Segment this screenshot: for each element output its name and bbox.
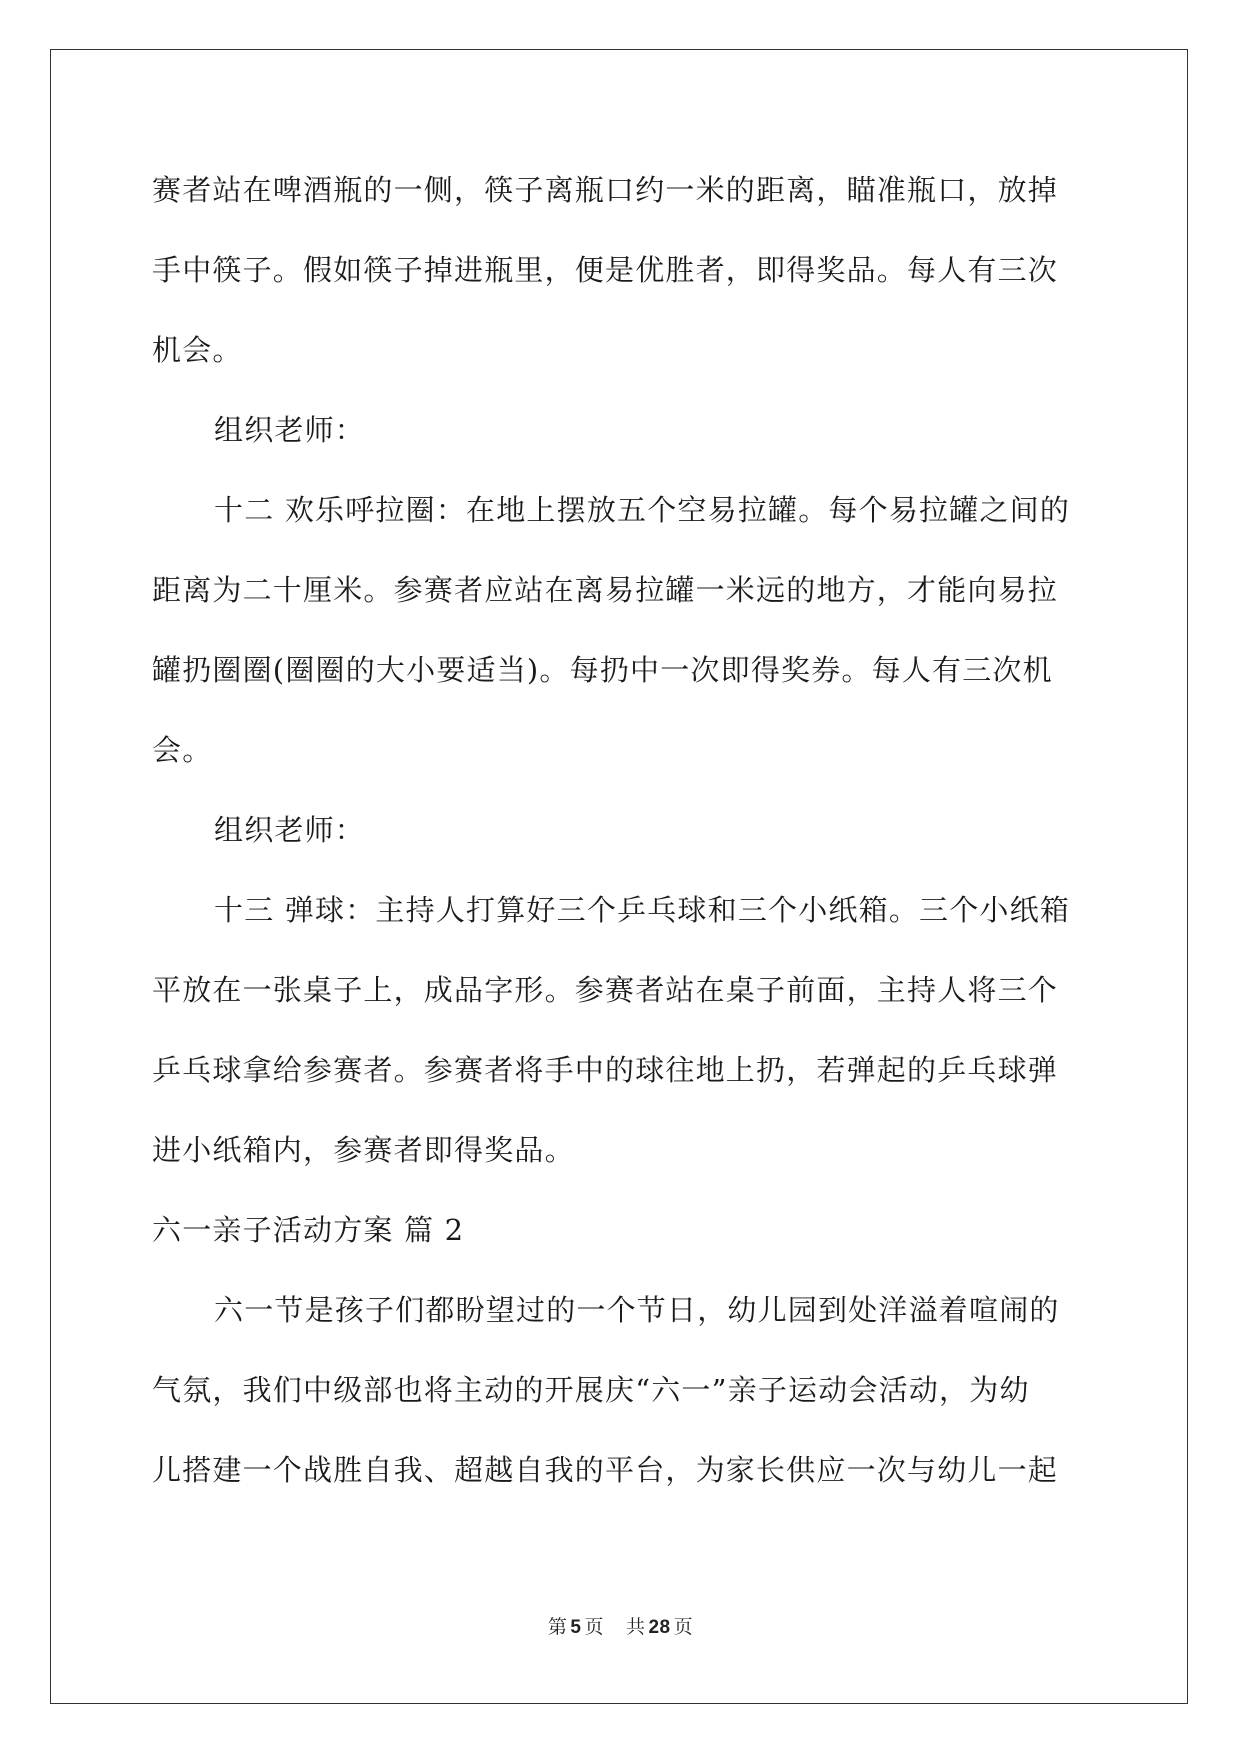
- text-line: 十二 欢乐呼拉圈：在地上摆放五个空易拉罐。每个易拉罐之间的: [214, 493, 1071, 527]
- text-line: 手中筷子。假如筷子掉进瓶里，便是优胜者，即得奖品。每人有三次: [152, 253, 1059, 287]
- text-line: 儿搭建一个战胜自我、超越自我的平台，为家长供应一次与幼儿一起: [152, 1453, 1059, 1487]
- text-line: 距离为二十厘米。参赛者应站在离易拉罐一米远的地方，才能向易拉: [152, 573, 1059, 607]
- text-line: 乒乓球拿给参赛者。参赛者将手中的球往地上扔，若弹起的乒乓球弹: [152, 1053, 1059, 1087]
- page-suffix: 页: [584, 1616, 604, 1638]
- page-number: 5: [570, 1617, 582, 1638]
- text-line: 进小纸箱内，参赛者即得奖品。: [152, 1133, 575, 1167]
- text-line: 机会。: [152, 333, 243, 367]
- text-line: 组织老师：: [214, 813, 366, 847]
- total-suffix: 页: [673, 1616, 694, 1638]
- text-line: 组织老师：: [214, 413, 366, 447]
- text-line: 会。: [152, 733, 213, 767]
- text-line: 平放在一张桌子上，成品字形。参赛者站在桌子前面，主持人将三个: [152, 973, 1059, 1007]
- page-footer: [0, 1612, 1241, 1639]
- text-line: 六一节是孩子们都盼望过的一个节日，幼儿园到处洋溢着喧闹的: [214, 1293, 1060, 1327]
- total-prefix: 共: [625, 1616, 646, 1638]
- section-heading: 六一亲子活动方案 篇 2: [152, 1213, 465, 1247]
- total-pages: 28: [648, 1617, 671, 1638]
- text-line: 十三 弹球：主持人打算好三个乒乓球和三个小纸箱。三个小纸箱: [214, 893, 1071, 927]
- text-line: 罐扔圈圈(圈圈的大小要适当)。每扔中一次即得奖券。每人有三次机: [152, 653, 1053, 687]
- document-body: [152, 160, 1087, 1520]
- page-prefix: 第: [547, 1616, 568, 1638]
- text-line: 气氛，我们中级部也将主动的开展庆“六一”亲子运动会活动，为幼: [152, 1373, 1030, 1407]
- text-line: 赛者站在啤酒瓶的一侧，筷子离瓶口约一米的距离，瞄准瓶口，放掉: [152, 173, 1059, 207]
